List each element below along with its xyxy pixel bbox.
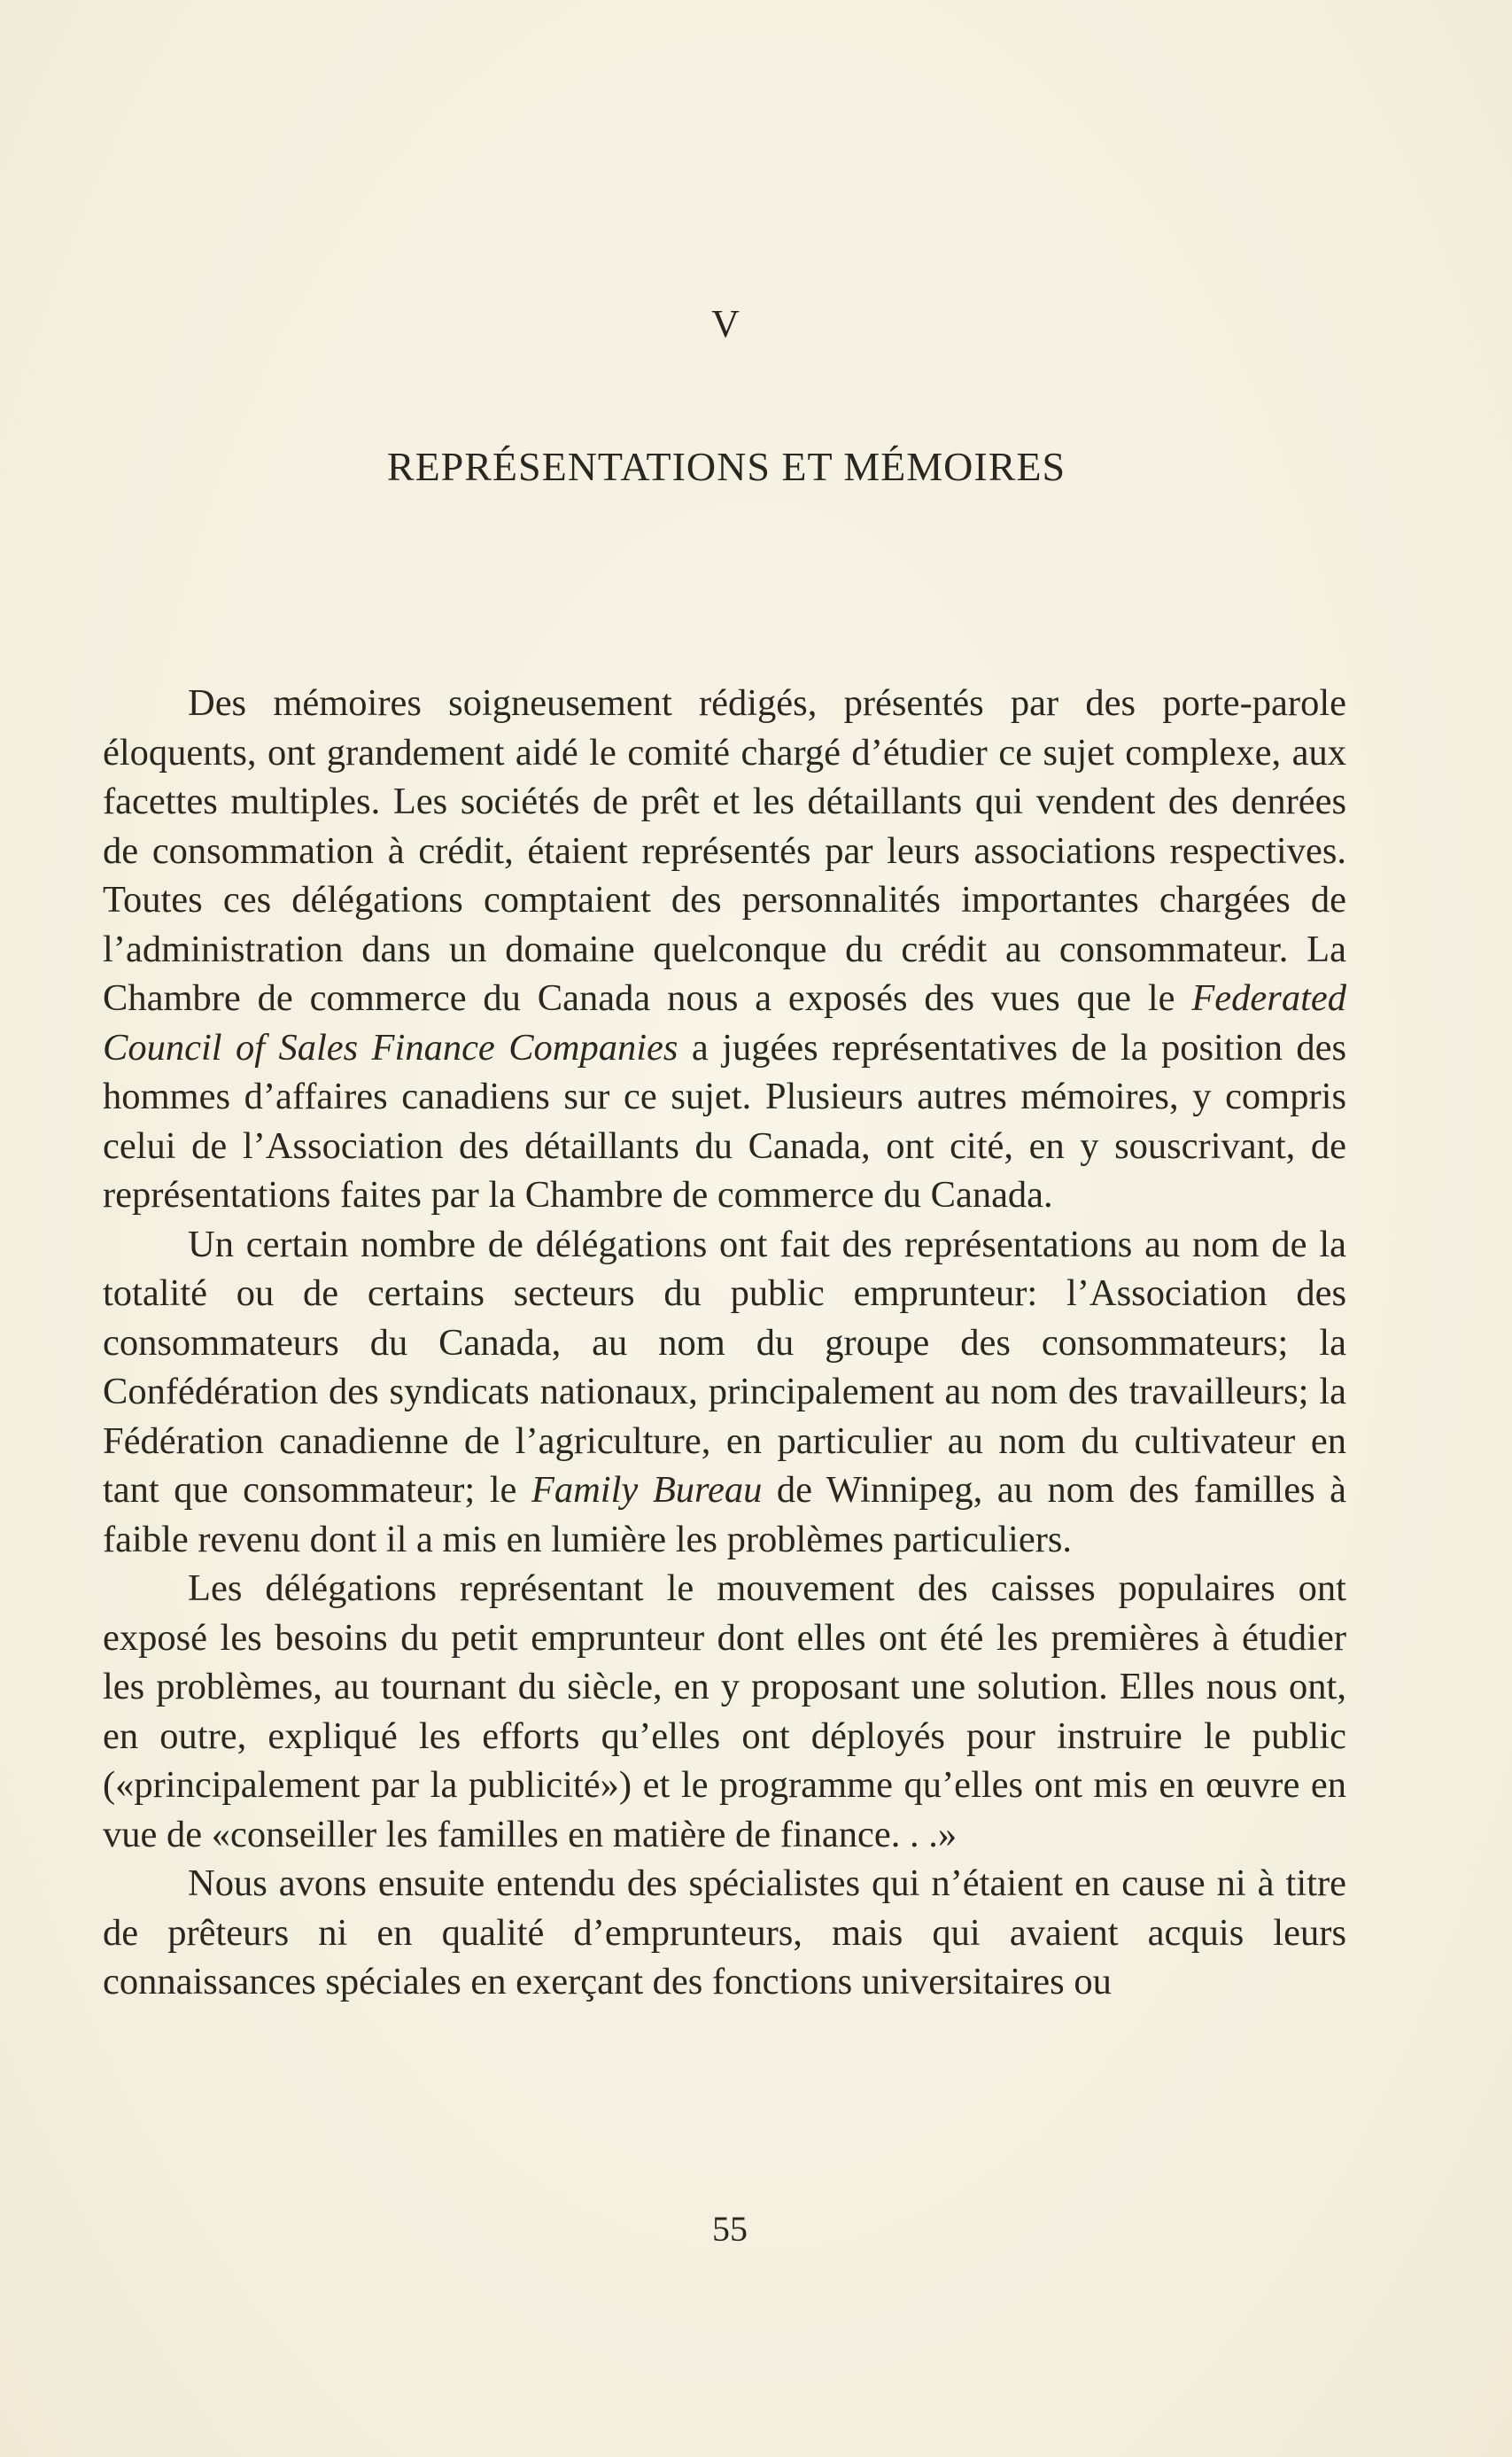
- paragraph: [103, 679, 1346, 1220]
- paragraph-text: Les délégations représentant le mouvement des caisses populaires ont exposé les besoins du petit emprunteur dont elles ont été les premières à étudier les problèmes, au tournant du siècle, en y proposant une solution. Elles nous ont, en outre, expliqué les efforts qu’elles ont déployés pour instruire le public («principalement par la publicité») et le programme qu’elles ont mis en œuvre en vue de «conseiller les familles en matière de finance. . .»: [103, 1567, 1346, 1855]
- page-number: 55: [712, 2209, 748, 2249]
- body-text: [103, 679, 1346, 2007]
- paragraph-text: Des mémoires soigneusement rédigés, présentés par des porte-parole éloquents, ont grandement aidé le comité chargé d’étudier ce sujet complexe, aux facettes multiples. Les sociétés de prêt et les détaillants qui vendent des denrées de consommation à crédit, étaient représentés par leurs associations respectives. Toutes ces délégations comptaient des personnalités importantes chargées de l’administration dans un domaine quelconque du crédit au consommateur. La Chambre de commerce du Canada nous a exposés des vues que le: [103, 682, 1346, 1019]
- chapter-number: V: [711, 302, 741, 346]
- paragraph: [103, 1564, 1346, 1859]
- chapter-title: REPRÉSENTATIONS ET MÉMOIRES: [386, 444, 1066, 489]
- paragraph-text: Nous avons ensuite entendu des spécialistes qui n’étaient en cause ni à titre de prêteurs ni en qualité d’emprunteurs, mais qui avaient acquis leurs connaissances spéciales en exerçant des fonctions universitaires ou: [103, 1862, 1346, 2002]
- paragraph-text: de Winnipeg, au nom des familles à faible revenu dont il a mis en lumière les problèmes particuliers.: [103, 1469, 1347, 1560]
- paragraph-text: Un certain nombre de délégations ont fait des représentations au nom de la totalité ou de certains secteurs du public emprunteur: l’Association des consommateurs du Canada, au nom du groupe des consommateurs; la Confédération des syndicats nationaux, principalement au nom des travailleurs; la Fédération canadienne de l’agriculture, en particulier au nom du cultivateur en tant que consommateur; le: [103, 1223, 1346, 1511]
- paragraph-text: a jugées représentatives de la position des hommes d’affaires canadiens sur ce sujet. Plusieurs autres mémoires, y compris celui de l’Association des détaillants du Canada, ont cité, en y souscrivant, de représentations faites par la Chambre de commerce du Canada.: [103, 1026, 1347, 1216]
- italic-org-name: Family Bureau: [531, 1469, 763, 1511]
- paragraph: [103, 1220, 1346, 1565]
- paragraph: [103, 1859, 1346, 2007]
- italic-org-name: Federated Council of Sales Finance Companies: [103, 977, 1346, 1069]
